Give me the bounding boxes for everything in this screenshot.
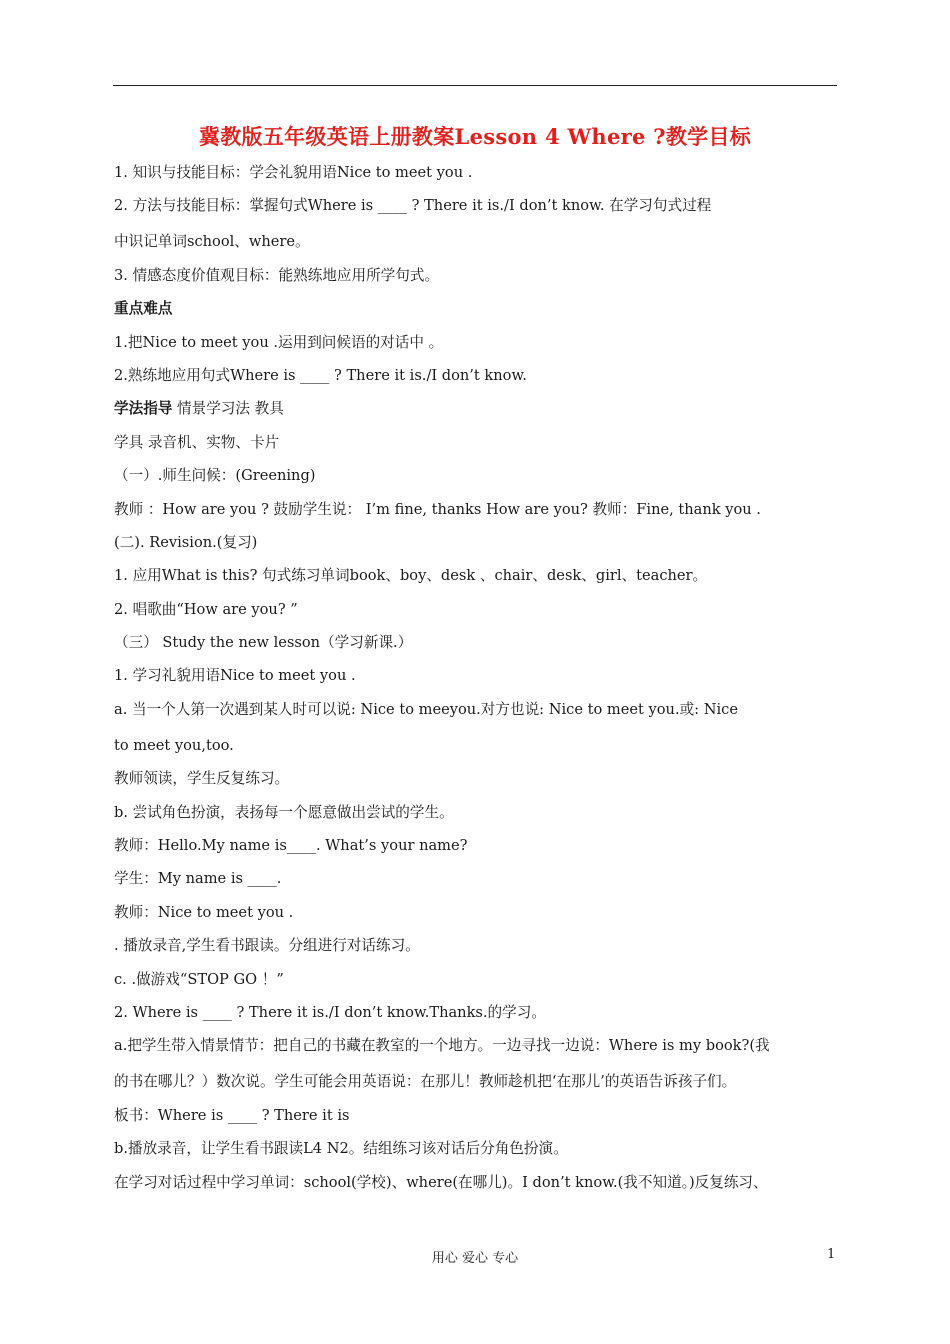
line-text: 情景学习法 教具 (172, 400, 284, 418)
line-text: 教师领读，学生反复练习。 (114, 770, 290, 788)
line-text: 1. 应用What is this? 句式练习单词book、boy、desk 、chair、desk、girl、teacher。 (114, 567, 708, 585)
text-line (114, 1032, 838, 1068)
text-line (114, 696, 838, 732)
text-line (114, 799, 838, 832)
line-text: a.把学生带入情景情节：把自己的书藏在教室的一个地方。一边寻找一边说：Where is my book?(我 (114, 1037, 770, 1055)
line-text: 2.熟练地应用句式Where is ____ ? There it is./I don’t know. (114, 366, 527, 384)
footer-text: 用心 爱心 专心 (431, 1251, 519, 1266)
page-number: 1 (827, 1247, 836, 1262)
line-text: 2. 唱歌曲“How are you? ” (114, 600, 298, 618)
line-text: （三） Study the new lesson（学习新课.） (114, 634, 413, 652)
text-line (114, 765, 838, 798)
line-text: 的书在哪儿？）数次说。学生可能会用英语说：在那儿！教师趁机把‘在那儿’的英语告诉孩子们。 (114, 1073, 737, 1091)
text-line (114, 732, 838, 765)
text-line (114, 865, 838, 898)
line-text: b. 尝试角色扮演，表扬每一个愿意做出尝试的学生。 (114, 803, 454, 821)
text-line (114, 395, 838, 428)
section-label: 学法指导 (114, 400, 173, 418)
line-text: 教师：Hello.My name is____. What’s your name? (114, 837, 468, 855)
text-line (114, 192, 838, 228)
line-text: (二). Revision.(复习) (114, 533, 258, 551)
text-line (114, 1102, 838, 1135)
line-text: 板书：Where is ____ ? There it is (114, 1106, 350, 1124)
text-line (114, 966, 838, 999)
text-line (114, 329, 838, 362)
line-text: 重点难点 (114, 300, 173, 318)
line-text: 1. 知识与技能目标：学会礼貌用语Nice to meet you . (114, 164, 473, 181)
text-line (114, 295, 838, 328)
line-text: 1.把Nice to meet you .运用到问候语的对话中 。 (114, 333, 444, 351)
line-text: 学具 录音机、实物、卡片 (114, 433, 280, 451)
text-line (114, 496, 838, 529)
line-text: （一）.师生问候：(Greening) (114, 467, 316, 485)
text-line (114, 529, 838, 562)
text-line (114, 1068, 838, 1101)
text-line (114, 562, 838, 595)
line-text: . 播放录音,学生看书跟读。分组进行对话练习。 (114, 937, 420, 955)
line-text: to meet you,too. (114, 736, 234, 754)
text-line (114, 159, 838, 192)
header-rule (113, 85, 837, 86)
line-text: 1. 学习礼貌用语Nice to meet you . (114, 667, 356, 685)
text-line (114, 999, 838, 1032)
text-line (114, 462, 838, 495)
line-text: 2. Where is ____ ? There it is./I don’t know.Thanks.的学习。 (114, 1003, 546, 1021)
text-line (114, 1135, 838, 1168)
text-line (114, 596, 838, 629)
line-text: b.播放录音，让学生看书跟读L4 N2。结组练习该对话后分角色扮演。 (114, 1140, 568, 1158)
text-line (114, 832, 838, 865)
line-text: a. 当一个人第一次遇到某人时可以说: Nice to meeyou.对方也说: Nice to meet you.或: Nice (114, 700, 738, 718)
line-text: 3. 情感态度价值观目标：能熟练地应用所学句式。 (114, 266, 440, 284)
text-line (114, 362, 838, 395)
page-title: 冀教版五年级英语上册教案Lesson 4 Where ?教学目标 (198, 124, 752, 149)
line-text: 学生：My name is ____. (114, 870, 282, 888)
line-text: 2. 方法与技能目标：掌握句式Where is ____ ? There it is./I don’t know. 在学习句式过程 (114, 197, 712, 215)
document-body (114, 159, 838, 1202)
line-text: 中识记单词school、where。 (114, 233, 310, 251)
line-text: 教师 ：How are you ? 鼓励学生说： I’m fine, thanks How are you? 教师：Fine, thank you . (114, 500, 761, 518)
text-line (114, 228, 838, 261)
text-line (114, 899, 838, 932)
text-line (114, 629, 838, 662)
text-line (114, 932, 838, 965)
line-text: 在学习对话过程中学习单词：school(学校)、where(在哪儿)。I don’t know.(我不知道。)反复练习、 (114, 1173, 768, 1191)
line-text: 教师：Nice to meet you . (114, 903, 294, 921)
text-line (114, 662, 838, 695)
text-line (114, 1169, 838, 1202)
line-text: c. .做游戏“STOP GO ！” (114, 970, 284, 988)
text-line (114, 262, 838, 295)
text-line (114, 429, 838, 462)
